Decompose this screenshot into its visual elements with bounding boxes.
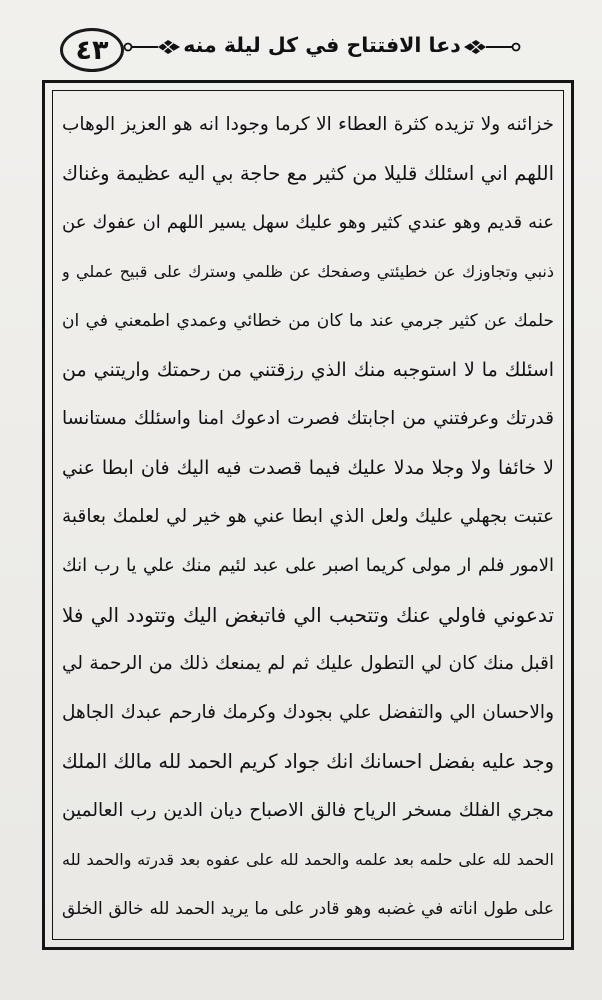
text-line-11: تدعوني فاولي عنك وتتحبب الي فاتبغض اليك وتتودد الي فلا [62,603,554,627]
text-line-1: خزائنه ولا تزيده كثرة العطاء الا كرما وجودا انه هو العزيز الوهاب [62,114,554,135]
text-line-5: حلمك عن كثير جرمي عند ما كان من خطائي وعمدي اطمعني في ان [62,311,554,331]
text-line-13: والاحسان الي والتفضل علي بجودك وكرمك فارحم عبدك الجاهل [62,702,554,723]
right-ornament-icon [462,38,522,56]
text-line-4: ذنبي وتجاوزك عن خطيئتي وصفحك عن ظلمي وسترك على قبيح عملي و [62,262,554,281]
text-line-8: لا خائفا ولا وجلا مدلا عليك فيما قصدت فيه اليك فان ابطا عني [62,457,554,479]
text-line-16: الحمد لله على حلمه بعد علمه والحمد لله على عفوه بعد قدرته والحمد لله [62,850,554,869]
text-line-10: الامور فلم ار مولى كريما اصبر على عبد لئيم منك علي يا رب انك [62,555,554,576]
prayer-text-body [62,98,554,934]
text-line-6: اسئلك ما لا استوجبه منك الذي رزقتني من رحمتك واريتني من [62,359,554,381]
text-line-2: اللهم اني اسئلك قليلا من كثير مع حاجة بي اليه عظيمة وغناك [62,162,554,185]
text-line-15: مجري الفلك مسخر الرياح فالق الاصباح ديان الدين رب العالمين [62,800,554,821]
text-line-14: وجد عليه بفضل احسانك انك جواد كريم الحمد لله مالك الملك [62,750,554,773]
left-ornament-icon [122,38,182,56]
text-line-12: اقبل منك كان لي التطول عليك ثم لم يمنعك ذلك من الرحمة لي [62,653,554,674]
text-line-9: عتبت بجهلي عليك ولعل الذي ابطا عني هو خير لي لعلمك بعاقبة [62,506,554,527]
text-line-7: قدرتك وعرفتني من اجابتك فصرت ادعوك امنا واسئلك مستانسا [62,408,554,429]
text-line-17: على طول اناته في غضبه وهو قادر على ما يريد الحمد لله خالق الخلق [62,899,554,919]
header-title: دعا الافتتاح في كل ليلة منه [183,33,461,57]
text-line-3: عنه قديم وهو عندي كثير وهو عليك سهل يسير اللهم ان عفوك عن [62,212,554,233]
page-number: ٤٣ [60,28,124,72]
